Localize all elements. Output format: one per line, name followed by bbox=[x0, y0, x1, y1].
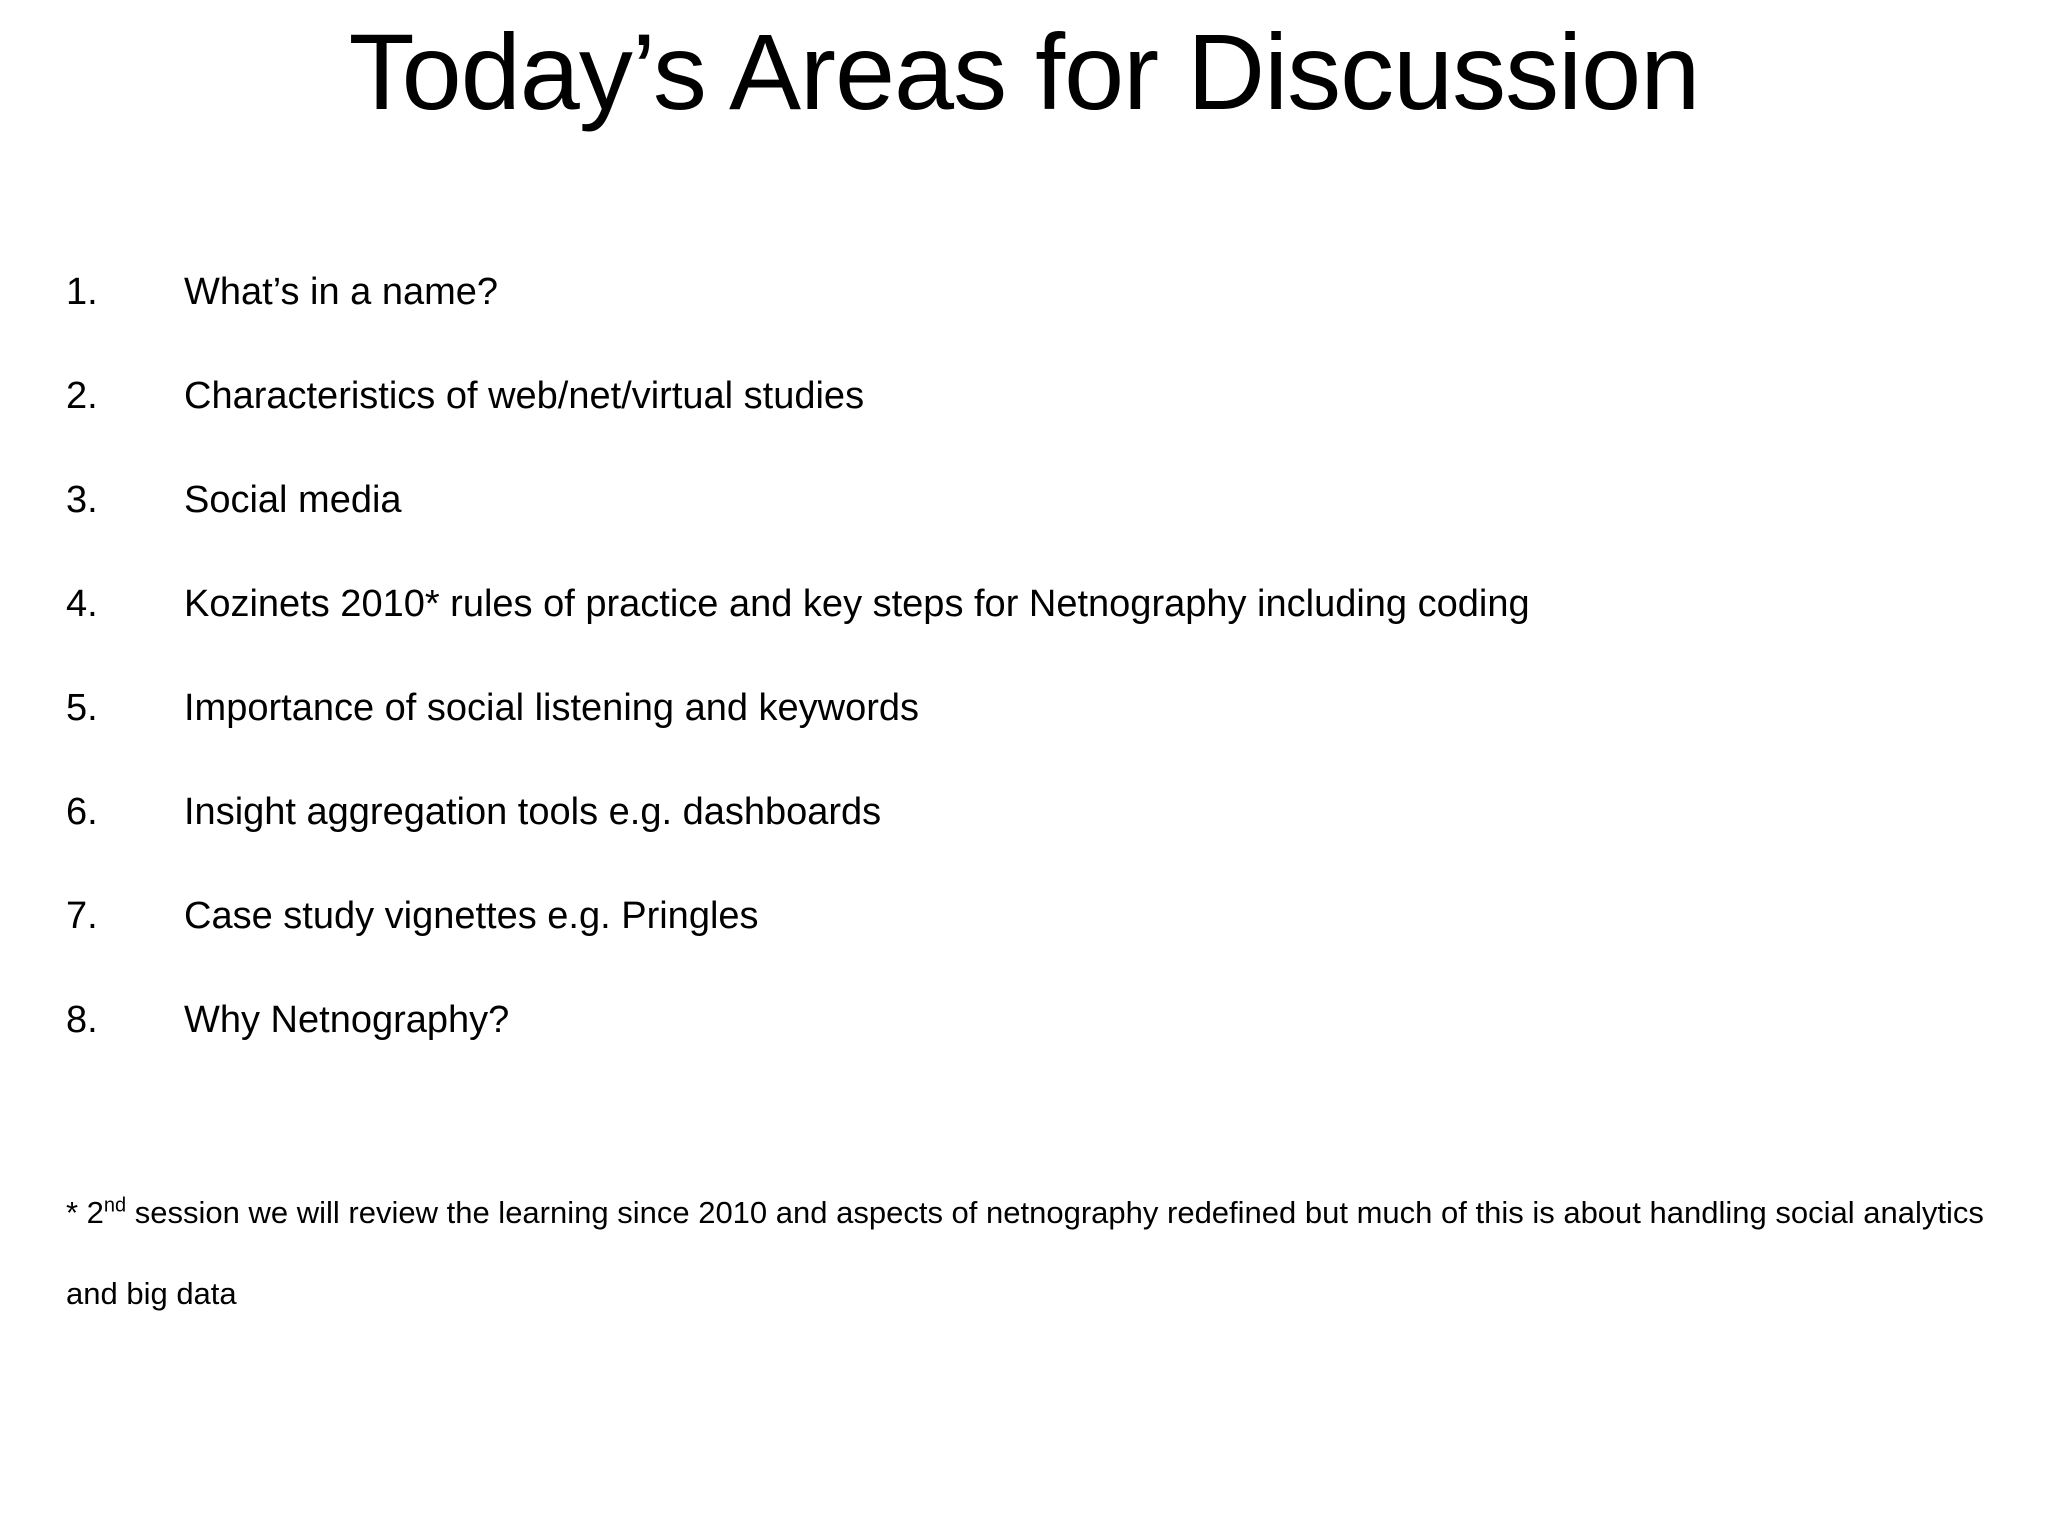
agenda-item-6 bbox=[66, 782, 1530, 886]
agenda-number: 5. bbox=[66, 687, 98, 729]
slide-title: Today’s Areas for Discussion bbox=[348, 11, 1700, 132]
agenda-item-7 bbox=[66, 886, 1530, 990]
agenda-text: Insight aggregation tools e.g. dashboards bbox=[184, 791, 882, 833]
agenda-number: 6. bbox=[66, 791, 98, 833]
agenda-number: 2. bbox=[66, 375, 98, 417]
agenda-text: Why Netnography? bbox=[184, 999, 510, 1041]
footnote-superscript: nd bbox=[103, 1194, 127, 1217]
agenda-text: What’s in a name? bbox=[184, 271, 499, 313]
agenda-number: 4. bbox=[66, 583, 98, 625]
agenda-number: 8. bbox=[66, 999, 98, 1041]
agenda-text: Characteristics of web/net/virtual studies bbox=[184, 375, 865, 417]
agenda-item-4 bbox=[66, 574, 1530, 678]
agenda-item-5 bbox=[66, 678, 1530, 782]
footnote-text: session we will review the learning since 2010 and aspects of netnography redefined but much of this is about handling social analytics and big data bbox=[66, 1195, 1984, 1311]
agenda-number: 1. bbox=[66, 271, 98, 313]
agenda-number: 3. bbox=[66, 479, 98, 521]
agenda-text: Importance of social listening and keywords bbox=[184, 687, 920, 729]
agenda-item-2 bbox=[66, 366, 1530, 470]
agenda-list bbox=[66, 262, 1530, 1094]
agenda-text: Case study vignettes e.g. Pringles bbox=[184, 895, 759, 937]
agenda-item-1 bbox=[66, 262, 1530, 366]
agenda-text: Kozinets 2010* rules of practice and key steps for Netnography including coding bbox=[184, 583, 1530, 625]
agenda-item-3 bbox=[66, 470, 1530, 574]
footnote-prefix: * 2 bbox=[66, 1195, 104, 1230]
agenda-item-8 bbox=[66, 990, 1530, 1094]
footnote bbox=[66, 1172, 1996, 1334]
agenda-number: 7. bbox=[66, 895, 98, 937]
agenda-text: Social media bbox=[184, 479, 402, 521]
